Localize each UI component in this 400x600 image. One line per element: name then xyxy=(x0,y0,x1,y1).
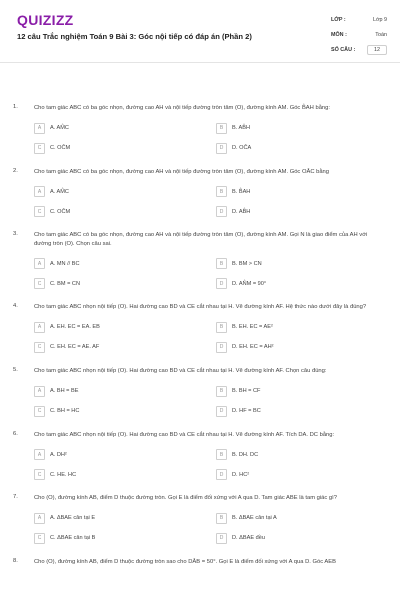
answer-option[interactable] xyxy=(34,123,216,134)
question-number: 2. xyxy=(13,167,18,174)
answer-option[interactable] xyxy=(216,386,386,397)
option-text: B. BH = CF xyxy=(232,388,261,395)
question-item xyxy=(0,494,400,544)
answer-options xyxy=(34,186,400,217)
option-letter-box: B xyxy=(216,123,227,134)
question-number: 5. xyxy=(13,366,18,373)
question-number: 7. xyxy=(13,494,18,501)
option-text: A. BH = BE xyxy=(50,388,79,395)
option-text: D. HF = BC xyxy=(232,408,261,415)
option-text: C. BH = HC xyxy=(50,408,80,415)
option-text: D. AB̂H xyxy=(232,208,251,215)
question-item xyxy=(0,367,400,417)
question-text: Cho tam giác ABC có ba góc nhọn, đường cao AH và nội tiếp đường tròn tâm (O), đường kính AM. Góc B̂AH bằng: xyxy=(34,105,330,111)
answer-options xyxy=(34,123,400,154)
option-text: B. EH. EC = AE² xyxy=(232,324,273,331)
option-letter-box: A xyxy=(34,322,45,333)
answer-option[interactable] xyxy=(216,322,386,333)
option-letter-box: D xyxy=(216,406,227,417)
option-text: B. AB̂H xyxy=(232,125,251,132)
option-letter-box: B xyxy=(216,513,227,524)
option-text: A. ΔBAE cân tại E xyxy=(50,515,96,522)
answer-option[interactable] xyxy=(34,469,216,480)
question-item xyxy=(0,431,400,481)
option-text: D. ΔBAE đều xyxy=(232,535,265,542)
option-text: B. B̂AH xyxy=(232,188,251,195)
meta-class xyxy=(331,12,387,27)
option-letter-box: C xyxy=(34,406,45,417)
option-text: C. ΔBAE cân tại B xyxy=(50,535,96,542)
option-letter-box: A xyxy=(34,386,45,397)
answer-option[interactable] xyxy=(34,206,216,217)
option-text: D. AN̂M = 90° xyxy=(232,280,267,287)
option-text: C. OĈM xyxy=(50,145,71,152)
question-text: Cho tam giác ABC nhọn nội tiếp (O). Hai đường cao BD và CE cắt nhau tại H. Vẽ đường kính AF. Chọn câu đúng: xyxy=(34,367,327,374)
question-number: 8. xyxy=(13,557,18,564)
answer-option[interactable] xyxy=(34,386,216,397)
option-letter-box: B xyxy=(216,322,227,333)
answer-option[interactable] xyxy=(34,143,216,154)
meta-value: Toán xyxy=(375,31,387,38)
option-letter-box: D xyxy=(216,469,227,480)
answer-option[interactable] xyxy=(216,278,386,289)
answer-option[interactable] xyxy=(216,123,386,134)
answer-option[interactable] xyxy=(216,186,386,197)
question-item xyxy=(0,231,400,289)
question-text: Cho tam giác ABC có ba góc nhọn, đường cao AH và nội tiếp đường tròn tâm (O), đường kính AM. Góc OÂC bằng xyxy=(34,168,330,175)
option-letter-box: D xyxy=(216,278,227,289)
answer-option[interactable] xyxy=(34,258,216,269)
answer-options xyxy=(34,322,400,353)
option-text: A. DH² xyxy=(50,451,67,458)
option-letter-box: B xyxy=(216,449,227,460)
option-text: C. EH. EC = AE. AF xyxy=(50,344,100,351)
option-text: D. OĈA xyxy=(232,145,252,152)
answer-option[interactable] xyxy=(216,449,386,460)
option-letter-box: A xyxy=(34,258,45,269)
answer-option[interactable] xyxy=(34,342,216,353)
answer-option[interactable] xyxy=(34,449,216,460)
option-letter-box: C xyxy=(34,533,45,544)
option-text: B. ΔBAE cân tại A xyxy=(232,515,277,522)
answer-option[interactable] xyxy=(34,406,216,417)
meta-subject xyxy=(331,27,387,42)
question-text: Cho (O), đường kính AB, điểm D thuộc đường tròn sao cho DÂB = 50°. Gọi E là điểm đối xứng với A qua D. Góc AEB xyxy=(34,558,336,565)
question-number: 6. xyxy=(13,430,18,437)
option-letter-box: B xyxy=(216,258,227,269)
question-item xyxy=(0,104,400,154)
answer-option[interactable] xyxy=(216,342,386,353)
question-item xyxy=(0,558,400,567)
option-letter-box: C xyxy=(34,206,45,217)
option-letter-box: D xyxy=(216,206,227,217)
option-letter-box: B xyxy=(216,186,227,197)
option-text: A. AM̂C xyxy=(50,125,69,132)
answer-options xyxy=(34,513,400,544)
worksheet-meta xyxy=(331,12,387,57)
option-letter-box: C xyxy=(34,342,45,353)
option-letter-box: C xyxy=(34,143,45,154)
question-number: 1. xyxy=(13,104,18,110)
answer-option[interactable] xyxy=(216,258,386,269)
meta-value: 12 xyxy=(367,45,387,55)
answer-option[interactable] xyxy=(216,406,386,417)
answer-option[interactable] xyxy=(34,322,216,333)
question-list xyxy=(0,104,400,580)
answer-options xyxy=(34,258,400,289)
option-letter-box: A xyxy=(34,186,45,197)
worksheet-header xyxy=(0,0,400,63)
answer-options xyxy=(34,386,400,417)
question-text: Cho tam giác ABC nhọn nội tiếp (O). Hai đường cao BD và CE cắt nhau tại H. Vẽ đường kính AF. Hệ thức nào dưới đây là đúng? xyxy=(34,304,367,311)
question-number: 3. xyxy=(13,231,18,238)
option-letter-box: D xyxy=(216,143,227,154)
question-text: Cho (O), đường kính AB, điểm D thuộc đường tròn. Gọi E là điểm đối xứng với A qua D. Tam giác ABE là tam giác gì? xyxy=(34,495,337,502)
option-letter-box: A xyxy=(34,513,45,524)
quizizz-logo: QUIZIZZ xyxy=(17,12,74,28)
option-letter-box: B xyxy=(216,386,227,397)
answer-option[interactable] xyxy=(216,513,386,524)
answer-option[interactable] xyxy=(34,186,216,197)
answer-options xyxy=(34,449,400,480)
answer-option[interactable] xyxy=(34,278,216,289)
option-text: B. BM > CN xyxy=(232,260,262,267)
option-text: A. AM̂C xyxy=(50,188,69,195)
option-letter-box: C xyxy=(34,469,45,480)
option-text: C. HE. HC xyxy=(50,471,77,478)
option-letter-box: A xyxy=(34,449,45,460)
meta-label: SỐ CÂU : xyxy=(331,46,356,53)
option-text: C. BM = CN xyxy=(50,280,80,287)
option-letter-box: C xyxy=(34,278,45,289)
option-letter-box: A xyxy=(34,123,45,134)
question-item xyxy=(0,303,400,353)
option-text: C. OĈM xyxy=(50,208,71,215)
answer-option[interactable] xyxy=(34,533,216,544)
answer-option[interactable] xyxy=(216,469,386,480)
meta-question-count xyxy=(331,42,387,57)
option-letter-box: D xyxy=(216,533,227,544)
question-text: Cho tam giác ABC có ba góc nhọn, đường cao AH và nội tiếp đường tròn tâm (O), đường kính AM. Gọi N là giao điểm của AH với đường tròn (O). Chọn câu sai. xyxy=(34,232,368,247)
option-letter-box: D xyxy=(216,342,227,353)
answer-option[interactable] xyxy=(216,533,386,544)
option-text: A. EH. EC = EA. EB xyxy=(50,324,100,331)
worksheet-title: 12 câu Trắc nghiệm Toán 9 Bài 3: Góc nội tiếp có đáp án (Phần 2) xyxy=(17,32,252,41)
meta-label: LỚP : xyxy=(331,16,346,23)
option-text: A. MN // BC xyxy=(50,260,80,267)
question-text: Cho tam giác ABC nhọn nội tiếp (O). Hai đường cao BD và CE cắt nhau tại H. Vẽ đường kính AF. Tích DA. DC bằng: xyxy=(34,431,335,438)
meta-value: Lớp 9 xyxy=(372,16,387,23)
answer-option[interactable] xyxy=(216,143,386,154)
answer-option[interactable] xyxy=(216,206,386,217)
question-number: 4. xyxy=(13,303,18,310)
option-text: D. HC² xyxy=(232,471,250,478)
answer-option[interactable] xyxy=(34,513,216,524)
meta-label: MÔN : xyxy=(331,31,347,38)
option-text: B. DH. DC xyxy=(232,451,259,458)
question-item xyxy=(0,168,400,218)
option-text: D. EH. EC = AH² xyxy=(232,344,274,351)
